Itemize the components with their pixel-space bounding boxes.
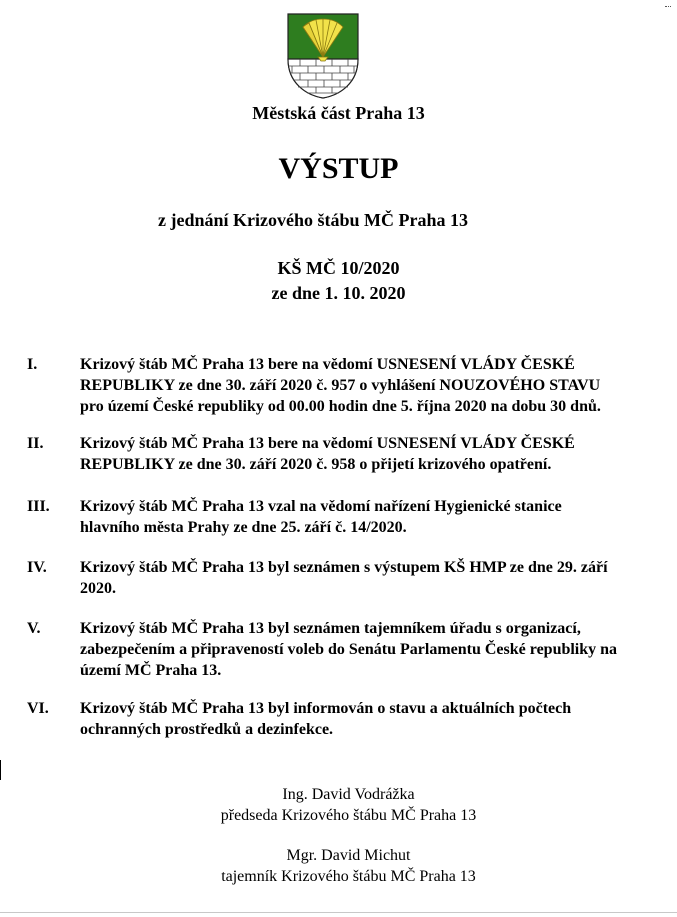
item-text: Krizový štáb MČ Praha 13 bere na vědomí USNESENÍ VLÁDY ČESKÉ REPUBLIKY ze dne 30. září 2020 č. 958 o přijetí krizového opatření.	[80, 435, 575, 473]
signatory-role: tajemník Krizového štábu MČ Praha 13	[221, 868, 476, 885]
document-date: ze dne 1. 10. 2020	[271, 283, 406, 303]
item-number: I.	[27, 356, 38, 373]
signatory-role: předseda Krizového štábu MČ Praha 13	[220, 807, 477, 824]
item-number: III.	[27, 498, 50, 515]
district-name: Městská část Praha 13	[252, 103, 425, 123]
page-bottom-rule	[0, 912, 677, 913]
item-text: Krizový štáb MČ Praha 13 byl seznámen tajemníkem úřadu s organizací, zabezpečením a připraveností voleb do Senátu Parlamentu České republiky na území MČ Praha 13.	[80, 620, 618, 679]
item-text: Krizový štáb MČ Praha 13 byl informován o stavu a aktuálních počtech ochranných prostředků a dezinfekce.	[80, 700, 572, 738]
document-number: KŠ MČ 10/2020	[277, 258, 400, 278]
item-number: II.	[27, 435, 44, 452]
document-title: VÝSTUP	[278, 152, 399, 185]
coat-of-arms-icon	[285, 13, 361, 99]
text-cursor	[0, 760, 1, 780]
signatory-name: Ing. David Vodrážka	[282, 786, 415, 803]
signatory-name: Mgr. David Michut	[286, 847, 411, 864]
item-number: VI.	[27, 700, 49, 717]
item-number: V.	[27, 620, 41, 637]
item-number: IV.	[27, 559, 47, 576]
signature-secretary	[0, 845, 677, 887]
document-subtitle: z jednání Krizového štábu MČ Praha 13	[158, 210, 468, 230]
item-text: Krizový štáb MČ Praha 13 byl seznámen s výstupem KŠ HMP ze dne 29. září 2020.	[80, 559, 608, 597]
item-text: Krizový štáb MČ Praha 13 vzal na vědomí nařízení Hygienické stanice hlavního města Prahy ze dne 25. září č. 14/2020.	[80, 498, 562, 536]
page-corner-mark	[665, 6, 671, 8]
item-text: Krizový štáb MČ Praha 13 bere na vědomí USNESENÍ VLÁDY ČESKÉ REPUBLIKY ze dne 30. září 2020 č. 957 o vyhlášení NOUZOVÉHO STAVU pro území České republiky od 00.00 hodin dne 5. října 2020 na dobu 30 dnů.	[80, 356, 601, 415]
signature-chairman	[0, 784, 677, 826]
